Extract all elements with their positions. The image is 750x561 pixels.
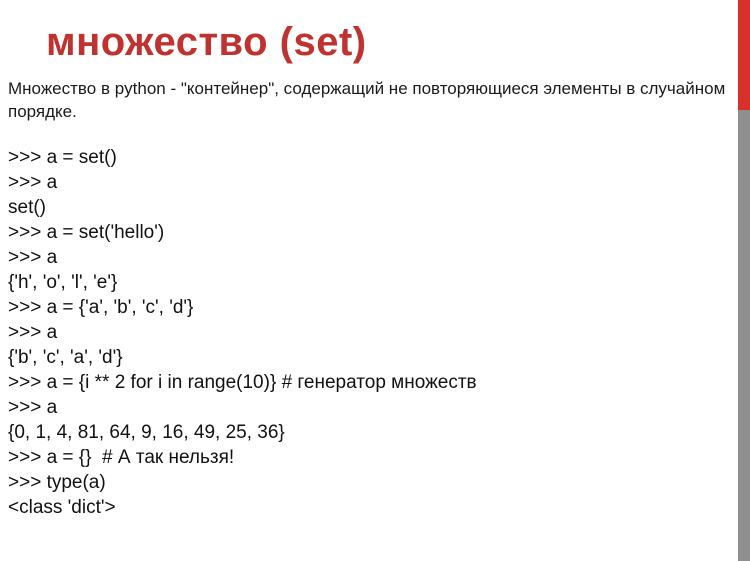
code-line: >>> a = {'a', 'b', 'c', 'd'} <box>8 297 194 318</box>
code-line: >>> a = set('hello') <box>8 222 165 243</box>
code-line: >>> type(a) <box>8 472 106 493</box>
code-line: >>> a <box>8 172 58 193</box>
code-line: >>> a = {} # А так нельзя! <box>8 447 235 468</box>
accent-bar-red <box>738 0 750 110</box>
intro-paragraph: Множество в python - "контейнер", содержащий не повторяющиеся элементы в случайном порядке. <box>8 79 726 121</box>
code-line: set() <box>8 197 46 218</box>
code-line: {'b', 'c', 'a', 'd'} <box>8 347 123 368</box>
code-line: {0, 1, 4, 81, 64, 9, 16, 49, 25, 36} <box>8 422 285 443</box>
code-line: <class 'dict'> <box>8 497 116 518</box>
slide-title: множество (set) <box>46 20 367 64</box>
accent-bar-grey <box>738 110 750 561</box>
code-line: {'h', 'o', 'l', 'e'} <box>8 272 118 293</box>
code-line: >>> a <box>8 247 58 268</box>
code-line: >>> a <box>8 322 58 343</box>
code-line: >>> a = {i ** 2 for i in range(10)} # генератор множеств <box>8 372 477 393</box>
code-listing <box>8 145 728 520</box>
code-line: >>> a <box>8 397 58 418</box>
code-line: >>> a = set() <box>8 147 117 168</box>
